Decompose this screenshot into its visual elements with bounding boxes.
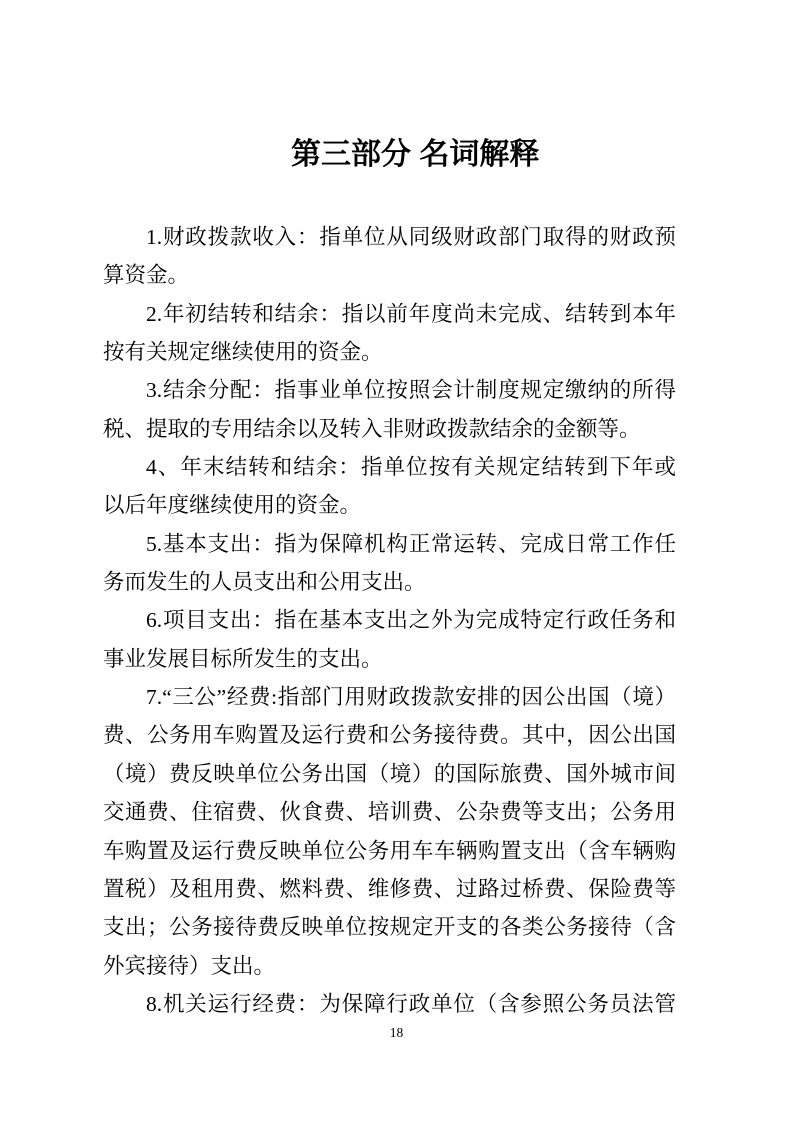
text-line: 务而发生的人员支出和公用支出。 — [103, 570, 426, 595]
page-number: 18 — [389, 1025, 404, 1040]
text-line: （境）费反映单位公务出国（境）的国际旅费、国外城市间 — [103, 761, 676, 786]
text-line: 外宾接待）支出。 — [103, 953, 276, 978]
text-line: 8.机关运行经费：为保障行政单位（含参照公务员法管 — [146, 991, 676, 1016]
paragraph-8 — [103, 985, 676, 1023]
text-line: 事业发展目标所发生的支出。 — [103, 646, 383, 671]
text-line: 费、公务用车购置及运行费和公务接待费。其中，因公出国 — [103, 723, 676, 748]
paragraph-6 — [103, 601, 676, 678]
text-line: 按有关规定继续使用的资金。 — [103, 340, 383, 365]
text-line: 4、年末结转和结余：指单位按有关规定结转到下年或 — [146, 455, 676, 480]
text-line: 置税）及租用费、燃料费、维修费、过路过桥费、保险费等 — [103, 876, 676, 901]
text-line: 1.财政拨款收入：指单位从同级财政部门取得的财政预 — [146, 225, 676, 249]
paragraph-2 — [103, 295, 676, 372]
paragraph-7 — [103, 678, 676, 985]
paragraph-3 — [103, 371, 676, 448]
text-line: 车购置及运行费反映单位公务用车车辆购置支出（含车辆购 — [103, 838, 676, 863]
text-line: 以后年度继续使用的资金。 — [103, 493, 362, 518]
text-line: 支出；公务接待费反映单位按规定开支的各类公务接待（含 — [103, 915, 676, 940]
text-line: 6.项目支出：指在基本支出之外为完成特定行政任务和 — [146, 608, 676, 633]
paragraph-1 — [103, 218, 676, 295]
text-line: 2.年初结转和结余：指以前年度尚未完成、结转到本年 — [146, 301, 676, 326]
document-body — [103, 218, 676, 1023]
text-line: 交通费、住宿费、伙食费、培训费、公杂费等支出；公务用 — [103, 800, 676, 825]
text-line: 算资金。 — [103, 263, 190, 288]
text-line: 5.基本支出：指为保障机构正常运转、完成日常工作任 — [146, 531, 676, 556]
paragraph-5 — [103, 525, 676, 602]
text-line: 税、提取的专用结余以及转入非财政拨款结余的金额等。 — [103, 416, 641, 441]
page-title: 第三部分 名词解释 — [291, 138, 540, 171]
text-line: 7.“三公”经费:指部门用财政拨款安排的因公出国（境） — [146, 685, 676, 710]
paragraph-4 — [103, 448, 676, 525]
text-line: 3.结余分配：指事业单位按照会计制度规定缴纳的所得 — [146, 378, 676, 403]
